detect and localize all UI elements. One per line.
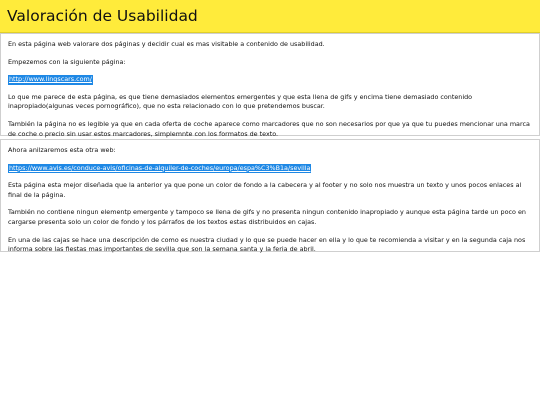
- avis-link-paragraph: [8, 164, 532, 174]
- avis-link[interactable]: https://www.avis.es/conduce-avis/oficinas-de-alquiler-de-coches/europa/espa%C3%B1a/sevilla: [9, 163, 311, 172]
- lingscars-opinion-paragraph: Lo que me parece de esta página, es que tiene demasiados elementos emergentes y que esta llena de gifs y encima tiene demasiado contenido inapropiado(algunas veces pornográfico), que no esta relacionado con lo que pretendemos buscar.: [8, 92, 473, 111]
- link-paragraph: [8, 75, 532, 85]
- avis-design-paragraph: Esta página esta mejor diseñada que la anterior ya que pone un color de fondo a la cabecera y al footer y no solo nos muestra un texto y unos pocos enlaces al final de la página.: [8, 181, 522, 199]
- content-box-lingscars: [0, 33, 540, 136]
- page-title: Valoración de Usabilidad: [7, 7, 198, 25]
- avis-boxes-paragraph: En una de las cajas se hace una descripción de como es nuestra ciudad y lo que se puede hacer en ella y lo que te recomienda a visitar y en la segunda caja nos informa sobre las fiestas mas importantes de sevilla que son la semana santa y la feria de abril.: [8, 235, 526, 254]
- lingscars-legibility-paragraph: También la página no es legible ya que en cada oferta de coche aparece como marcadores que no son necesarios por que ya que tu puedes mencionar una marca de coche o precio sin usar estos marcadores, simplemnte con los formatos de texto.: [8, 119, 530, 138]
- content-box-avis: [0, 139, 540, 252]
- lingscars-link[interactable]: http://www.lingscars.com/: [9, 75, 92, 84]
- start-paragraph: Empezemos con la siguiente página:: [8, 57, 126, 66]
- intro-paragraph: En esta página web valorare dos páginas y decidir cual es mas visitable a contenido de usabilidad.: [8, 40, 325, 48]
- avis-intro-paragraph: Ahora anilzaremos esta otra web:: [8, 146, 116, 154]
- page-header: [0, 0, 540, 33]
- avis-content-paragraph: También no contiene ningun elementp emergente y tampoco se llena de gifs y no presenta ningun contenido inapropiado y aunque esta página tarde un poco en cargarse presenta solo un color de fondo y los párrafos de los textos estas distribuidos en cajas.: [8, 208, 526, 226]
